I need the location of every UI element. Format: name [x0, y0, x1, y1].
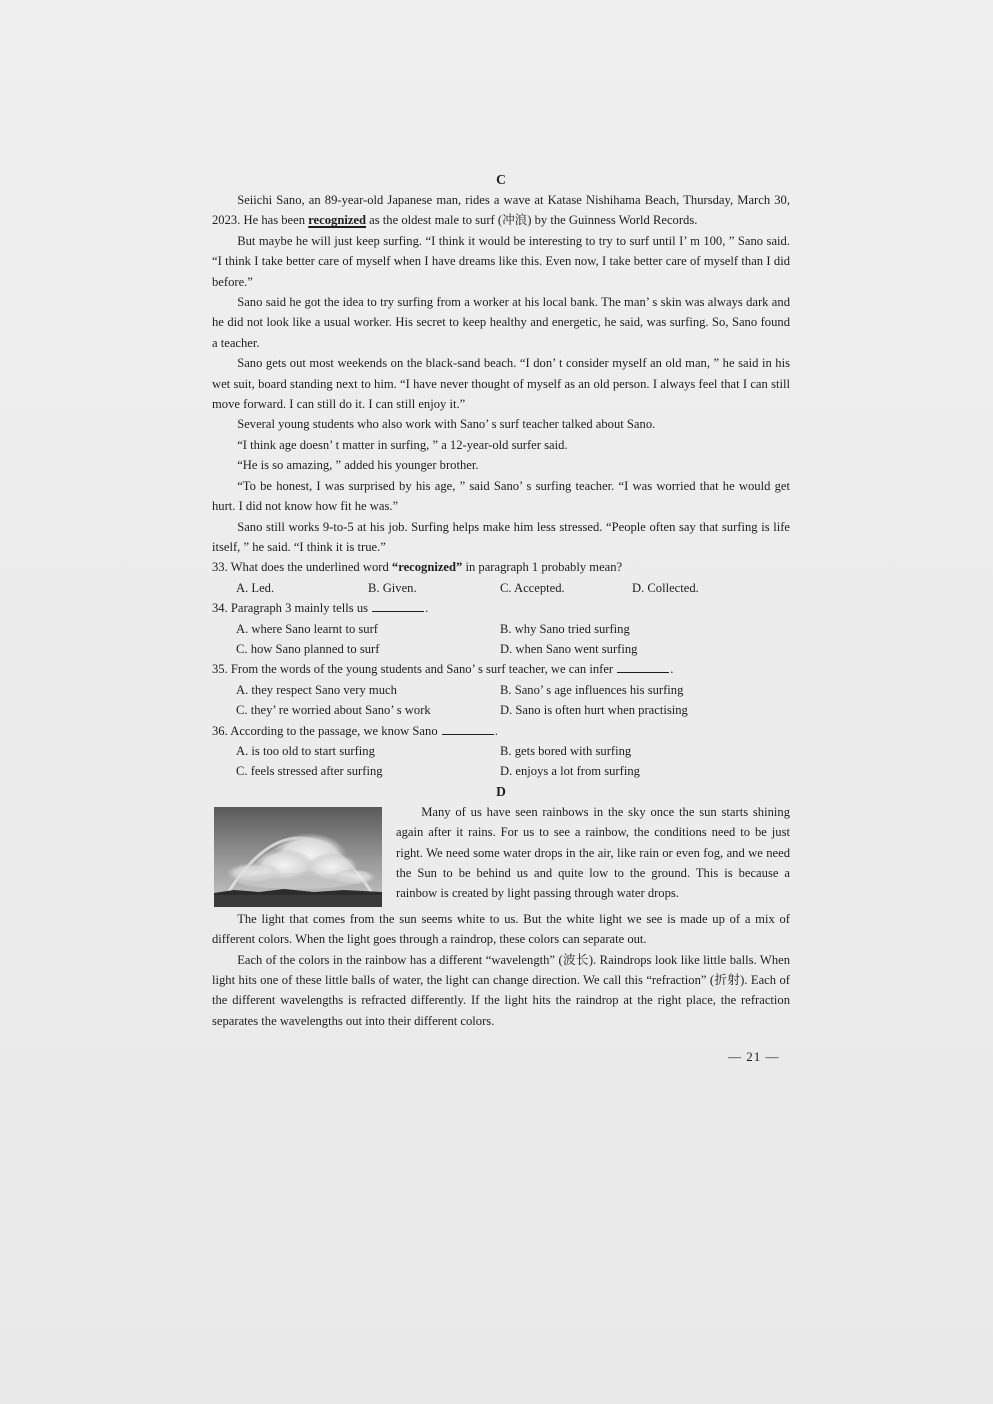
section-c-title: C: [496, 172, 506, 187]
page-content: [212, 170, 790, 1031]
option-a: A. Led.: [236, 580, 275, 595]
rainbow-image: [214, 807, 382, 907]
option-c: C. they’ re worried about Sano’ s work: [236, 703, 431, 718]
question-34-options: [212, 619, 790, 660]
option-a: A. is too old to start surfing: [236, 743, 375, 758]
option-a: A. where Sano learnt to surf: [236, 621, 378, 636]
question-33-options: [212, 578, 790, 598]
section-c-paragraph-7: “He is so amazing, ” added his younger brother.: [237, 458, 479, 473]
section-c-paragraph-8: “To be honest, I was surprised by his age, ” said Sano’ s surfing teacher. “I was worried that he would get hurt. I did not know how fit he was.”: [212, 478, 790, 514]
section-c-paragraph-1: Seiichi Sano, an 89-year-old Japanese man, rides a wave at Katase Nishihama Beach, Thursday, March 30, 2023. He has been recognized as the oldest male to surf (冲浪) by the Guinness World Records.: [212, 193, 790, 228]
section-c-paragraph-6: “I think age doesn’ t matter in surfing, ” a 12-year-old surfer said.: [237, 437, 568, 452]
section-c-paragraph-9: Sano still works 9-to-5 at his job. Surfing helps make him less stressed. “People often say that surfing is life itself, ” he said. “I think it is true.”: [212, 519, 790, 554]
option-b: B. Sano’ s age influences his surfing: [500, 682, 684, 697]
section-c-paragraph-5: Several young students who also work with Sano’ s surf teacher talked about Sano.: [237, 417, 656, 432]
question-35: 35. From the words of the young students and Sano’ s surf teacher, we can infer .: [212, 659, 790, 679]
option-a: A. they respect Sano very much: [236, 682, 397, 697]
question-34: 34. Paragraph 3 mainly tells us .: [212, 598, 790, 618]
answer-blank: [372, 598, 424, 612]
question-36-options: [212, 741, 790, 782]
question-36: 36. According to the passage, we know Sano .: [212, 721, 790, 741]
section-c-paragraph-3: Sano said he got the idea to try surfing from a worker at his local bank. The man’ s skin was always dark and he did not look like a usual worker. His secret to keep healthy and energetic, he said, was surfing. So, Sano found a teacher.: [212, 295, 790, 350]
option-d: D. Sano is often hurt when practising: [500, 703, 688, 718]
section-d-paragraph-3: Each of the colors in the rainbow has a different “wavelength” (波长). Raindrops look like little balls. When light hits one of these little balls of water, the light can change direction. We call this “refraction” (折射). Each of the different wavelengths is refracted differently. If the light hits the raindrop at the right place, the refraction separates the wavelengths out into their different colors.: [212, 952, 790, 1028]
section-c-paragraph-2: But maybe he will just keep surfing. “I think it would be interesting to try to surf until I’ m 100, ” Sano said. “I think I take better care of myself when I have dreams like this. Even now, I take better care of myself than I did before.”: [212, 233, 790, 289]
option-c: C. Accepted.: [500, 580, 565, 595]
option-d: D. Collected.: [632, 580, 699, 595]
option-d: D. when Sano went surfing: [500, 641, 638, 656]
option-b: B. gets bored with surfing: [500, 743, 632, 758]
underlined-word: recognized: [308, 213, 367, 228]
question-35-options: [212, 680, 790, 721]
option-b: B. why Sano tried surfing: [500, 621, 630, 636]
section-c-paragraph-4: Sano gets out most weekends on the black-sand beach. “I don’ t consider myself an old man, ” he said in his wet suit, board standing next to him. “I have never thought of myself as an old person. I always feel that I can still move forward. I can still do it. I can still enjoy it.”: [212, 356, 790, 412]
section-d-paragraph-2: The light that comes from the sun seems white to us. But the white light we see is made up of a mix of different colors. When the light goes through a raindrop, these colors can separate out.: [212, 911, 790, 947]
question-33: 33. What does the underlined word “recognized” in paragraph 1 probably mean?: [212, 560, 623, 575]
section-d-title: D: [496, 783, 506, 799]
rainbow-photo: [214, 807, 382, 907]
option-d: D. enjoys a lot from surfing: [500, 764, 640, 779]
section-d-paragraph-1: Many of us have seen rainbows in the sky once the sun starts shining again after it rains. For us to see a rainbow, the conditions need to be just right. We need some water drops in the air, like rain or even fog, and we need the Sun to be behind us and quite low to the ground. This is because a rainbow is created by light passing through water drops.: [396, 804, 790, 901]
answer-blank: [442, 721, 494, 735]
section-d-intro: [212, 802, 790, 909]
page-number: — 21 —: [728, 1049, 780, 1064]
option-c: C. feels stressed after surfing: [236, 764, 383, 779]
option-c: C. how Sano planned to surf: [236, 641, 380, 656]
answer-blank: [617, 659, 669, 673]
option-b: B. Given.: [368, 580, 417, 595]
